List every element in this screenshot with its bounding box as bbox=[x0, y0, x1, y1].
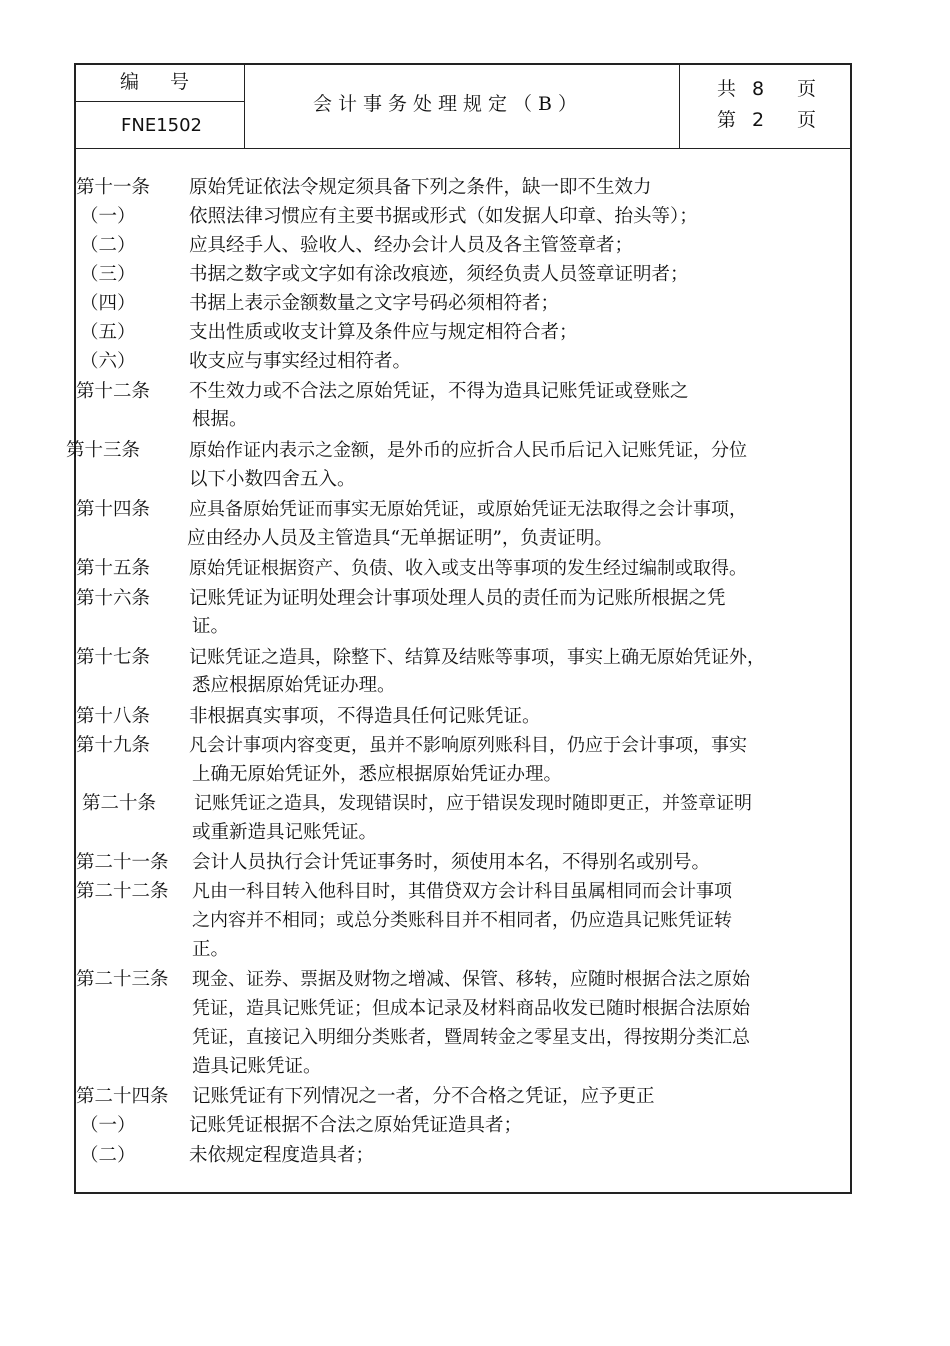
line-label: （一） bbox=[80, 206, 136, 227]
line-text: 应具经手人、验收人、经办会计人员及各主管签章者； bbox=[189, 235, 634, 256]
line-label: 第十六条 bbox=[76, 588, 151, 609]
line-text: 凡由一科目转入他科目时，其借贷双方会计科目虽属相同而会计事项 bbox=[192, 881, 732, 902]
line-text: 支出性质或收支计算及条件应与规定相符合者； bbox=[189, 322, 578, 343]
line-text: 正。 bbox=[192, 939, 230, 960]
line-text: 原始作证内表示之金额，是外币的应折合人民币后记入记账凭证，分位 bbox=[189, 440, 747, 461]
line-label: 第二十三条 bbox=[76, 969, 169, 990]
line-text: 记账凭证根据不合法之原始凭证造具者； bbox=[189, 1115, 523, 1136]
line-text: 非根据真实事项，不得造具任何记账凭证。 bbox=[189, 706, 541, 727]
line-text: 凡会计事项内容变更，虽并不影响原列账科目，仍应于会计事项，事实 bbox=[189, 735, 747, 756]
line-text: 记账凭证之造具，除整下、结算及结账等事项，事实上确无原始凭证外， bbox=[189, 647, 765, 668]
line-label: 第十五条 bbox=[76, 558, 151, 579]
line-text: 凭证，造具记账凭证；但成本记录及材料商品收发已随时根据合法原始 bbox=[192, 998, 750, 1019]
total-prefix: 共 bbox=[717, 78, 737, 100]
line-text: 或重新造具记账凭证。 bbox=[192, 822, 378, 843]
line-text: 不生效力或不合法之原始凭证，不得为造具记账凭证或登账之 bbox=[189, 381, 689, 402]
header-divider-right bbox=[679, 63, 680, 149]
line-label: 第十七条 bbox=[76, 647, 151, 668]
current-page: 2 bbox=[752, 109, 765, 131]
line-text: 现金、证券、票据及财物之增减、保管、移转，应随时根据合法之原始 bbox=[192, 969, 750, 990]
current-prefix: 第 bbox=[717, 109, 737, 131]
line-text: 之内容并不相同；或总分类账科目并不相同者，仍应造具记账凭证转 bbox=[192, 910, 732, 931]
line-text: 应由经办人员及主管造具“无单据证明”，负责证明。 bbox=[187, 528, 613, 549]
line-label: （三） bbox=[80, 264, 136, 285]
line-label: （二） bbox=[80, 235, 136, 256]
document-frame bbox=[74, 63, 852, 1194]
line-label: （五） bbox=[80, 322, 136, 343]
line-text: 上确无原始凭证外，悉应根据原始凭证办理。 bbox=[192, 764, 563, 785]
line-text: 记账凭证为证明处理会计事项处理人员的责任而为记账所根据之凭 bbox=[189, 588, 726, 609]
line-text: 书据上表示金额数量之文字号码必须相符者； bbox=[189, 293, 560, 314]
line-text: 记账凭证有下列情况之一者，分不合格之凭证，应予更正 bbox=[192, 1086, 655, 1107]
line-text: 未依规定程度造具者； bbox=[189, 1145, 375, 1166]
line-label: 第二十四条 bbox=[76, 1086, 169, 1107]
line-label: 第十九条 bbox=[76, 735, 151, 756]
total-suffix: 页 bbox=[797, 78, 817, 100]
line-text: 应具备原始凭证而事实无原始凭证，或原始凭证无法取得之会计事项， bbox=[189, 499, 747, 520]
code-value: FNE1502 bbox=[121, 115, 202, 136]
line-text: 证。 bbox=[192, 616, 230, 637]
line-label: 第十二条 bbox=[76, 381, 151, 402]
line-text: 凭证，直接记入明细分类账者，暨周转金之零星支出，得按期分类汇总 bbox=[192, 1027, 750, 1048]
line-text: 根据。 bbox=[192, 409, 248, 430]
line-label: （四） bbox=[80, 293, 136, 314]
line-text: 造具记账凭证。 bbox=[192, 1056, 322, 1077]
code-label: 编 号 bbox=[120, 71, 196, 93]
line-label: （六） bbox=[80, 351, 136, 372]
line-label: 第二十一条 bbox=[76, 852, 169, 873]
line-label: 第十一条 bbox=[76, 177, 151, 198]
code-cell-divider bbox=[74, 101, 245, 102]
total-pages: 8 bbox=[752, 78, 765, 100]
document-title: 会计事务处理规定（B） bbox=[313, 93, 583, 115]
header-divider-left bbox=[244, 63, 245, 149]
line-text: 原始凭证根据资产、负债、收入或支出等事项的发生经过编制或取得。 bbox=[189, 558, 747, 579]
line-label: 第二十二条 bbox=[76, 881, 169, 902]
line-text: 依照法律习惯应有主要书据或形式（如发据人印章、抬头等）； bbox=[189, 206, 698, 227]
line-label: 第十四条 bbox=[76, 499, 151, 520]
header-bottom-rule bbox=[74, 148, 852, 149]
line-label: （二） bbox=[80, 1145, 136, 1166]
line-text: 悉应根据原始凭证办理。 bbox=[192, 675, 396, 696]
line-label: （一） bbox=[80, 1115, 136, 1136]
line-text: 书据之数字或文字如有涂改痕迹，须经负责人员签章证明者； bbox=[189, 264, 689, 285]
line-text: 记账凭证之造具，发现错误时，应于错误发现时随即更正，并签章证明 bbox=[194, 793, 752, 814]
line-label: 第十八条 bbox=[76, 706, 151, 727]
line-text: 以下小数四舍五入。 bbox=[189, 469, 356, 490]
line-text: 收支应与事实经过相符者。 bbox=[189, 351, 412, 372]
line-text: 会计人员执行会计凭证事务时，须使用本名，不得别名或别号。 bbox=[192, 852, 711, 873]
line-text: 原始凭证依法令规定须具备下列之条件，缺一即不生效力 bbox=[189, 177, 652, 198]
current-suffix: 页 bbox=[797, 109, 817, 131]
line-label: 第十三条 bbox=[66, 440, 141, 461]
line-label: 第二十条 bbox=[82, 793, 157, 814]
